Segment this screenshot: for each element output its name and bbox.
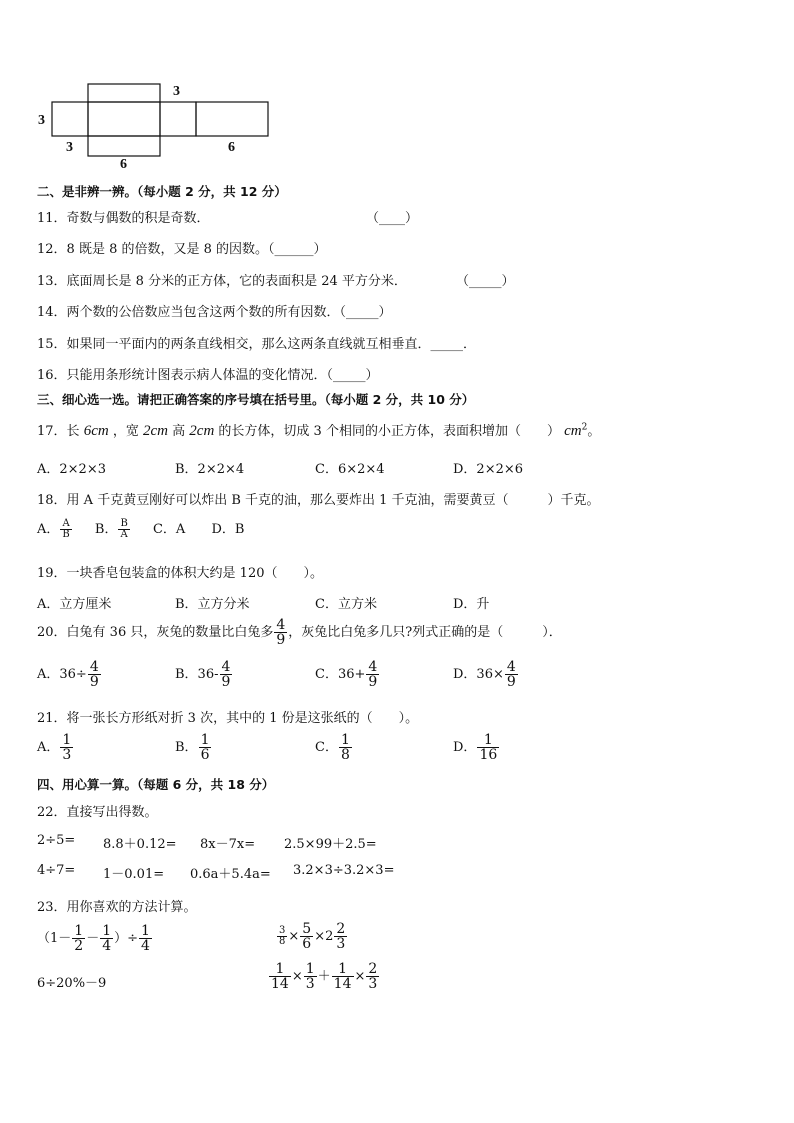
denominator: 9 (506, 674, 516, 690)
numerator: 1 (62, 732, 72, 748)
q20-b-text: B．36- (175, 667, 219, 682)
q20-frac-4-9 (274, 618, 287, 647)
denominator: 9 (89, 674, 99, 690)
expr4-times-2: × (354, 969, 366, 984)
label-top-3: 3 (173, 84, 180, 99)
net-left-face (52, 102, 88, 136)
denominator: 8 (340, 747, 350, 763)
denominator: 3 (305, 976, 315, 992)
q20-c-frac (366, 660, 379, 689)
expr4-times: × (291, 969, 303, 984)
numerator: 3 (279, 925, 286, 936)
expr-2 (276, 922, 348, 951)
calc-row2-1: 4÷7= (37, 863, 76, 878)
q18-frac-a-over-b (60, 519, 71, 540)
label-left-3: 3 (38, 113, 45, 128)
expr1-frac-1-4b (139, 924, 152, 953)
denominator: 6 (200, 747, 210, 763)
q19-option-b[interactable]: B．立方分米 (175, 597, 250, 612)
expr-4 (268, 962, 380, 991)
denominator: 4 (141, 938, 150, 954)
q18-b-label: B． (94, 522, 118, 537)
q17-option-d[interactable]: D．2×2×6 (453, 462, 524, 477)
expr4-frac-2-3 (366, 962, 379, 991)
box-net-diagram (36, 80, 276, 172)
numerator: 1 (340, 732, 350, 748)
q17-unit-cm-2: cm (150, 423, 168, 439)
question-22: 22．直接写出得数。 (37, 805, 158, 820)
expr4-frac-1-14 (269, 962, 291, 991)
question-16: 16．只能用条形统计图表示病人体温的变化情况．（_____） (37, 368, 379, 383)
q20-option-d[interactable] (453, 660, 519, 689)
q17-num-2a: 2 (142, 423, 151, 439)
question-23: 23．用你喜欢的方法计算。 (37, 900, 197, 915)
numerator: 4 (506, 659, 516, 675)
q20-option-a[interactable] (37, 660, 102, 689)
calc-row1-4: 2.5×99＋2.5= (284, 837, 377, 852)
denominator: 2 (74, 938, 84, 954)
denominator: 8 (279, 936, 286, 947)
denominator: 14 (271, 976, 289, 992)
numerator: 1 (102, 923, 112, 939)
numerator: A (60, 519, 71, 530)
denominator: B (62, 529, 70, 540)
calc-row1-2: 8.8＋0.12= (103, 837, 177, 852)
q17-option-b[interactable]: B．2×2×4 (175, 462, 245, 477)
expr1-minus: － (86, 931, 100, 946)
denominator: 3 (62, 747, 72, 763)
answer-blank-11[interactable]: （____） (366, 211, 419, 226)
expr1-close: ）÷ (114, 931, 139, 946)
numerator: 4 (276, 617, 286, 633)
answer-blank-13[interactable]: （_____） (456, 274, 515, 289)
numerator: 2 (368, 961, 378, 977)
numerator: 1 (141, 923, 150, 939)
q17-text-g: 的长方体，切成 3 个相同的小正方体，表面积增加（ ） (218, 424, 560, 439)
numerator: 1 (200, 732, 210, 748)
numerator: 2 (336, 921, 346, 937)
q20-d-frac (505, 660, 518, 689)
expr4-frac-1-3 (304, 962, 317, 991)
expr1-frac-1-2 (72, 924, 85, 953)
expr2-times: × (288, 929, 300, 944)
q17-option-c[interactable]: C．6×2×4 (315, 462, 385, 477)
q21-c-label: C． (315, 740, 338, 755)
question-19: 19．一块香皂包装盒的体积大约是 120（ ）。 (37, 566, 323, 581)
net-front-face (88, 102, 160, 136)
numerator: 1 (269, 962, 291, 977)
q18-option-c[interactable]: C．A (152, 522, 186, 537)
q18-option-a[interactable] (37, 518, 73, 540)
label-bottom-mid-6: 6 (120, 157, 127, 172)
q20-b-frac (220, 660, 233, 689)
section4-heading: 四、用心算一算。（每题 6 分，共 18 分） (37, 777, 275, 792)
q17-num-2b: 2 (189, 423, 197, 439)
question-12: 12．8 既是 8 的倍数，又是 8 的因数。（______） (37, 242, 327, 257)
expr-1 (37, 924, 153, 953)
numerator: 4 (368, 659, 378, 675)
denominator: 4 (102, 938, 112, 954)
question-13: 13．底面周长是 8 分米的正方体，它的表面积是 24 平方分米． (37, 274, 407, 289)
q17-text-c: ，宽 (112, 424, 139, 439)
calc-row2-3: 0.6a＋5.4a= (190, 867, 271, 882)
q19-option-c[interactable]: C．立方米 (315, 597, 377, 612)
section3-heading: 三、细心选一选。请把正确答案的序号填在括号里。（每小题 2 分，共 10 分） (37, 392, 475, 407)
numerator: 1 (477, 733, 499, 748)
net-bottom-face (88, 136, 160, 156)
calc-row1-1: 2÷5= (37, 833, 76, 848)
calc-row1-3: 8x－7x= (200, 837, 256, 852)
denominator: 3 (368, 976, 378, 992)
calc-row2-2: 1－0.01= (103, 867, 165, 882)
q20-a-frac (88, 660, 101, 689)
q18-frac-b-over-a (118, 519, 129, 540)
q21-option-c[interactable] (315, 733, 353, 762)
numerator: 4 (89, 659, 99, 675)
denominator: 9 (221, 674, 231, 690)
numerator: 1 (332, 962, 354, 977)
net-top-face (88, 84, 160, 102)
q21-option-b[interactable] (175, 733, 212, 762)
question-15: 15．如果同一平面内的两条直线相交，那么这两条直线就互相垂直．_____． (37, 337, 477, 352)
numerator: B (120, 518, 128, 529)
q17-unit-cm: cm (91, 423, 109, 439)
denominator: 14 (333, 976, 352, 992)
q21-d-frac (477, 733, 499, 762)
question-14: 14．两个数的公倍数应当包含这两个数的所有因数．（_____） (37, 305, 392, 320)
net-right-face (160, 102, 196, 136)
q21-a-label: A． (37, 740, 60, 755)
q18-option-b[interactable] (94, 518, 131, 540)
net-back-face (196, 102, 268, 136)
numerator: 4 (221, 659, 231, 675)
expr1-open: （1－ (37, 931, 72, 946)
q19-option-d[interactable]: D．升 (453, 597, 490, 612)
question-18: 18．用 A 千克黄豆刚好可以炸出 B 千克的油，那么要炸出 1 千克油，需要黄豆（ ）千克。 (37, 493, 600, 508)
q19-option-a[interactable]: A．立方厘米 (37, 597, 112, 612)
q21-option-a[interactable] (37, 733, 74, 762)
q18-option-d[interactable]: D．B (211, 522, 245, 537)
expr-3: 6÷20%－9 (37, 976, 107, 991)
q17-sup-2: 2 (581, 422, 588, 433)
expr4-frac-1-14b (332, 962, 354, 991)
q21-d-label: D． (453, 740, 477, 755)
numerator: 1 (74, 923, 84, 939)
q20-text-b: ，灰兔比白兔多几只?列式正确的是（ ）． (288, 625, 562, 640)
q17-num-6: 6 (83, 423, 92, 439)
expr1-frac-1-4 (100, 924, 113, 953)
denominator: A (120, 529, 128, 540)
q17-text-a: 17．长 (37, 424, 80, 439)
q17-text-e: 高 (172, 424, 186, 439)
question-20 (37, 618, 562, 647)
expr4-plus: ＋ (317, 969, 331, 984)
q20-d-text: D．36× (453, 667, 504, 682)
q21-option-d[interactable] (453, 733, 500, 762)
q21-b-frac (199, 733, 212, 762)
q17-end: 。 (587, 424, 601, 439)
expr2-frac-3-8 (277, 926, 287, 947)
q20-c-text: C．36+ (315, 667, 366, 682)
q20-option-b[interactable] (175, 660, 233, 689)
denominator: 9 (276, 632, 286, 648)
denominator: 6 (302, 936, 312, 952)
numerator: 1 (305, 961, 315, 977)
q18-a-label: A． (37, 522, 60, 537)
expr2-frac-5-6 (300, 922, 313, 951)
q21-b-label: B． (175, 740, 198, 755)
calc-row2-4: 3.2×3÷3.2×3= (293, 863, 395, 878)
question-17 (37, 420, 600, 440)
numerator: 5 (302, 921, 312, 937)
section2-heading: 二、是非辨一辨。（每小题 2 分，共 12 分） (37, 184, 287, 199)
expr2-times-2: ×2 (314, 929, 334, 944)
label-bottom-right-6: 6 (228, 140, 235, 155)
expr2-frac-2-3 (334, 922, 347, 951)
q17-option-a[interactable]: A．2×2×3 (37, 462, 106, 477)
q20-a-text: A．36÷ (37, 667, 87, 682)
question-11: 11．奇数与偶数的积是奇数． (37, 211, 210, 226)
q18-options (37, 518, 244, 540)
label-bottom-left-3: 3 (66, 140, 73, 155)
q20-text-a: 20．白兔有 36 只，灰兔的数量比白兔多 (37, 625, 274, 640)
q20-option-c[interactable] (315, 660, 380, 689)
q21-c-frac (339, 733, 352, 762)
question-21: 21．将一张长方形纸对折 3 次，其中的 1 份是这张纸的（ ）。 (37, 711, 419, 726)
q21-a-frac (60, 733, 73, 762)
denominator: 9 (368, 674, 378, 690)
q17-unit-cm2: cm (564, 423, 582, 439)
denominator: 16 (479, 747, 498, 763)
q17-unit-cm-3: cm (196, 423, 215, 439)
denominator: 3 (336, 936, 346, 952)
